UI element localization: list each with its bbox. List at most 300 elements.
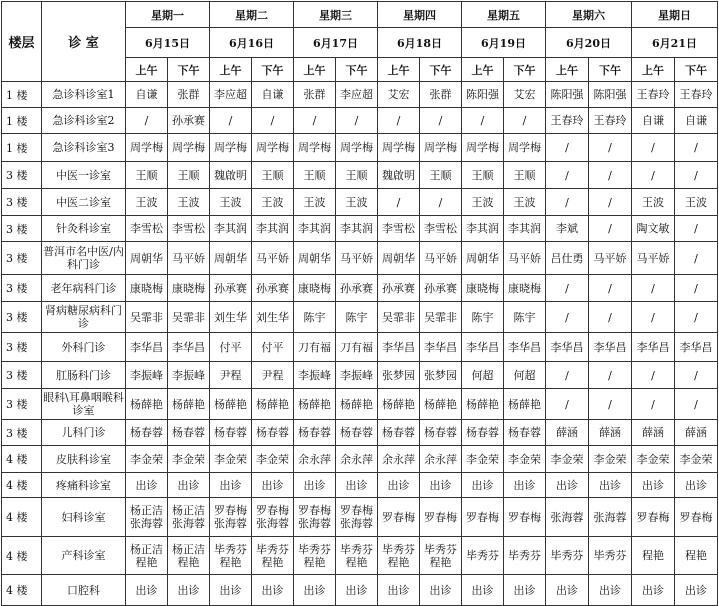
schedule-cell: 杨薛艳 bbox=[462, 389, 504, 420]
schedule-cell: / bbox=[546, 275, 589, 302]
schedule-cell: 吴霏非 bbox=[126, 302, 168, 333]
schedule-cell: 自谦 bbox=[675, 108, 718, 134]
schedule-cell: 王顺 bbox=[420, 162, 462, 189]
schedule-cell: 王波 bbox=[168, 189, 210, 216]
schedule-cell: 尹程 bbox=[252, 362, 294, 389]
schedule-cell: 马平娇 bbox=[168, 242, 210, 275]
schedule-cell: 李振峰 bbox=[294, 362, 336, 389]
schedule-cell: 出诊 bbox=[210, 575, 252, 606]
table-row bbox=[2, 216, 718, 242]
schedule-cell: 毕秀芬 bbox=[589, 537, 632, 575]
schedule-cell: / bbox=[632, 275, 675, 302]
schedule-cell: 出诊 bbox=[252, 575, 294, 606]
schedule-cell: 出诊 bbox=[294, 473, 336, 498]
schedule-cell: 毕秀芬 程艳 bbox=[336, 537, 378, 575]
schedule-cell: 康晓梅 bbox=[168, 275, 210, 302]
schedule-cell: 罗春梅 张海蓉 bbox=[336, 498, 378, 537]
schedule-cell: 陈宇 bbox=[294, 302, 336, 333]
schedule-cell: 孙承赛 bbox=[420, 275, 462, 302]
day-header: 星期五 bbox=[462, 2, 546, 28]
table-row bbox=[2, 333, 718, 362]
schedule-cell: 王春玲 bbox=[675, 82, 718, 108]
header-row-days bbox=[2, 2, 718, 28]
schedule-cell: / bbox=[589, 389, 632, 420]
schedule-cell: / bbox=[504, 108, 546, 134]
schedule-cell: 李华昌 bbox=[126, 333, 168, 362]
schedule-cell: 李雪松 bbox=[378, 216, 420, 242]
schedule-cell: 孙承赛 bbox=[252, 275, 294, 302]
table-row bbox=[2, 575, 718, 606]
schedule-cell: 李应超 bbox=[336, 82, 378, 108]
schedule-cell: 出诊 bbox=[589, 575, 632, 606]
schedule-cell: 周学梅 bbox=[252, 134, 294, 162]
table-row bbox=[2, 302, 718, 333]
schedule-cell: 周学梅 bbox=[462, 134, 504, 162]
schedule-cell: 余永萍 bbox=[336, 446, 378, 473]
schedule-cell: 李其润 bbox=[294, 216, 336, 242]
room-cell: 普洱市名中医/内科门诊 bbox=[42, 242, 126, 275]
schedule-cell: 周学梅 bbox=[420, 134, 462, 162]
schedule-cell: 出诊 bbox=[336, 473, 378, 498]
schedule-cell: 杨春蓉 bbox=[336, 420, 378, 446]
schedule-cell: 马平娇 bbox=[252, 242, 294, 275]
pm-header: 下午 bbox=[336, 58, 378, 82]
table-row bbox=[2, 362, 718, 389]
floor-cell: 3 楼 bbox=[2, 389, 42, 420]
schedule-cell: 周学梅 bbox=[126, 134, 168, 162]
room-cell: 中医二诊室 bbox=[42, 189, 126, 216]
schedule-cell: 刀有福 bbox=[336, 333, 378, 362]
schedule-cell: / bbox=[675, 134, 718, 162]
schedule-cell: 杨春蓉 bbox=[168, 420, 210, 446]
schedule-cell: 李金荣 bbox=[126, 446, 168, 473]
schedule-cell: / bbox=[546, 134, 589, 162]
schedule-cell: 张梦园 bbox=[378, 362, 420, 389]
schedule-cell: 出诊 bbox=[126, 575, 168, 606]
floor-cell: 4 楼 bbox=[2, 446, 42, 473]
am-header: 上午 bbox=[210, 58, 252, 82]
schedule-cell: 杨正洁 程艳 bbox=[126, 537, 168, 575]
pm-header: 下午 bbox=[675, 58, 718, 82]
table-row bbox=[2, 473, 718, 498]
schedule-cell: 李华昌 bbox=[462, 333, 504, 362]
schedule-cell: / bbox=[632, 162, 675, 189]
table-row bbox=[2, 389, 718, 420]
schedule-cell: 毕秀芬 程艳 bbox=[294, 537, 336, 575]
table-row bbox=[2, 537, 718, 575]
room-cell: 产科诊室 bbox=[42, 537, 126, 575]
date-header: 6月19日 bbox=[462, 28, 546, 58]
schedule-cell: 出诊 bbox=[675, 575, 718, 606]
schedule-cell: 李金荣 bbox=[632, 446, 675, 473]
schedule-cell: 周学梅 bbox=[378, 134, 420, 162]
schedule-cell: 自谦 bbox=[632, 108, 675, 134]
am-header: 上午 bbox=[294, 58, 336, 82]
room-cell: 外科门诊 bbox=[42, 333, 126, 362]
floor-cell: 3 楼 bbox=[2, 216, 42, 242]
schedule-cell: 出诊 bbox=[420, 473, 462, 498]
schedule-cell: 出诊 bbox=[252, 473, 294, 498]
schedule-cell: 出诊 bbox=[378, 473, 420, 498]
schedule-cell: 罗春梅 bbox=[675, 498, 718, 537]
schedule-cell: / bbox=[632, 302, 675, 333]
schedule-cell: 王波 bbox=[504, 189, 546, 216]
schedule-cell: 李华昌 bbox=[675, 333, 718, 362]
schedule-cell: 李金荣 bbox=[546, 446, 589, 473]
schedule-cell: 杨薛艳 bbox=[126, 389, 168, 420]
table-row bbox=[2, 134, 718, 162]
schedule-cell: 杨春蓉 bbox=[462, 420, 504, 446]
schedule-cell: 周朝华 bbox=[462, 242, 504, 275]
schedule-cell: 陈宇 bbox=[504, 302, 546, 333]
schedule-cell: 程艳 bbox=[632, 537, 675, 575]
schedule-cell: 张海蓉 bbox=[546, 498, 589, 537]
schedule-cell: 王顺 bbox=[168, 162, 210, 189]
day-header: 星期四 bbox=[378, 2, 462, 28]
schedule-cell: 出诊 bbox=[378, 575, 420, 606]
schedule-cell: 王波 bbox=[294, 189, 336, 216]
schedule-cell: 罗春梅 bbox=[462, 498, 504, 537]
schedule-cell: 王顺 bbox=[504, 162, 546, 189]
schedule-cell: 罗春梅 bbox=[632, 498, 675, 537]
schedule-cell: 王春玲 bbox=[632, 82, 675, 108]
schedule-cell: 杨春蓉 bbox=[504, 420, 546, 446]
schedule-cell: 王顺 bbox=[294, 162, 336, 189]
schedule-cell: 出诊 bbox=[632, 575, 675, 606]
day-header: 星期三 bbox=[294, 2, 378, 28]
schedule-table bbox=[1, 1, 718, 606]
room-header: 诊 室 bbox=[42, 2, 126, 82]
schedule-cell: 何超 bbox=[462, 362, 504, 389]
schedule-cell: 出诊 bbox=[294, 575, 336, 606]
schedule-cell: 张梦园 bbox=[420, 362, 462, 389]
room-cell: 妇科诊室 bbox=[42, 498, 126, 537]
schedule-cell: 付平 bbox=[252, 333, 294, 362]
schedule-cell: 李华昌 bbox=[589, 333, 632, 362]
schedule-cell: 罗春梅 bbox=[504, 498, 546, 537]
schedule-cell: 张海蓉 bbox=[589, 498, 632, 537]
schedule-cell: 马平娇 bbox=[589, 242, 632, 275]
schedule-cell: 出诊 bbox=[589, 473, 632, 498]
schedule-cell: 杨正洁 张海蓉 bbox=[168, 498, 210, 537]
schedule-cell: 刘生华 bbox=[210, 302, 252, 333]
schedule-cell: 艾宏 bbox=[504, 82, 546, 108]
room-cell: 老年病科门诊 bbox=[42, 275, 126, 302]
schedule-cell: 孙承赛 bbox=[336, 275, 378, 302]
schedule-cell: 自谦 bbox=[252, 82, 294, 108]
schedule-cell: 李金荣 bbox=[589, 446, 632, 473]
schedule-cell: 周学梅 bbox=[504, 134, 546, 162]
schedule-cell: 杨春蓉 bbox=[210, 420, 252, 446]
schedule-cell: 周朝华 bbox=[210, 242, 252, 275]
date-header: 6月15日 bbox=[126, 28, 210, 58]
day-header: 星期一 bbox=[126, 2, 210, 28]
schedule-cell: / bbox=[675, 302, 718, 333]
schedule-cell: 王波 bbox=[675, 189, 718, 216]
schedule-cell: 毕秀芬 程艳 bbox=[210, 537, 252, 575]
schedule-cell: / bbox=[675, 162, 718, 189]
schedule-cell: 杨正洁 张海蓉 bbox=[126, 498, 168, 537]
floor-cell: 1 楼 bbox=[2, 134, 42, 162]
schedule-cell: / bbox=[589, 362, 632, 389]
schedule-cell: / bbox=[632, 134, 675, 162]
schedule-cell: 出诊 bbox=[336, 575, 378, 606]
schedule-cell: 吴霏非 bbox=[378, 302, 420, 333]
pm-header: 下午 bbox=[252, 58, 294, 82]
schedule-cell: 出诊 bbox=[675, 473, 718, 498]
table-row bbox=[2, 82, 718, 108]
schedule-cell: 陈宇 bbox=[462, 302, 504, 333]
schedule-cell: / bbox=[589, 302, 632, 333]
schedule-cell: 周学梅 bbox=[336, 134, 378, 162]
schedule-cell: / bbox=[420, 189, 462, 216]
schedule-cell: / bbox=[675, 275, 718, 302]
schedule-cell: 余永萍 bbox=[378, 446, 420, 473]
room-cell: 急诊科诊室2 bbox=[42, 108, 126, 134]
schedule-cell: 毕秀芬 bbox=[462, 537, 504, 575]
schedule-cell: / bbox=[675, 362, 718, 389]
schedule-cell: 杨薛艳 bbox=[210, 389, 252, 420]
schedule-cell: 周朝华 bbox=[126, 242, 168, 275]
schedule-cell: 李华昌 bbox=[168, 333, 210, 362]
schedule-cell: / bbox=[589, 162, 632, 189]
schedule-cell: 王顺 bbox=[462, 162, 504, 189]
schedule-cell: 李其润 bbox=[462, 216, 504, 242]
schedule-cell: / bbox=[675, 389, 718, 420]
schedule-cell: 陈阳强 bbox=[462, 82, 504, 108]
schedule-cell: / bbox=[126, 108, 168, 134]
schedule-cell: 马平娇 bbox=[632, 242, 675, 275]
schedule-cell: 马平娇 bbox=[504, 242, 546, 275]
room-cell: 皮肤科诊室 bbox=[42, 446, 126, 473]
schedule-cell: 周学梅 bbox=[210, 134, 252, 162]
schedule-cell: / bbox=[546, 389, 589, 420]
schedule-cell: 马平娇 bbox=[420, 242, 462, 275]
schedule-cell: 张群 bbox=[294, 82, 336, 108]
day-header: 星期二 bbox=[210, 2, 294, 28]
schedule-cell: 张群 bbox=[420, 82, 462, 108]
floor-cell: 3 楼 bbox=[2, 242, 42, 275]
am-header: 上午 bbox=[632, 58, 675, 82]
am-header: 上午 bbox=[462, 58, 504, 82]
schedule-cell: 杨春蓉 bbox=[126, 420, 168, 446]
schedule-cell: 薛涵 bbox=[675, 420, 718, 446]
day-header: 星期日 bbox=[632, 2, 718, 28]
schedule-cell: / bbox=[546, 302, 589, 333]
table-row bbox=[2, 108, 718, 134]
schedule-cell: 陈宇 bbox=[336, 302, 378, 333]
schedule-cell: 出诊 bbox=[168, 473, 210, 498]
schedule-cell: 刘生华 bbox=[252, 302, 294, 333]
schedule-cell: 李华昌 bbox=[546, 333, 589, 362]
schedule-cell: 杨薛艳 bbox=[420, 389, 462, 420]
schedule-cell: / bbox=[420, 108, 462, 134]
schedule-cell: / bbox=[378, 189, 420, 216]
schedule-cell: 杨薛艳 bbox=[252, 389, 294, 420]
schedule-cell: 杨春蓉 bbox=[378, 420, 420, 446]
floor-cell: 4 楼 bbox=[2, 537, 42, 575]
floor-cell: 3 楼 bbox=[2, 189, 42, 216]
schedule-cell: 出诊 bbox=[420, 575, 462, 606]
schedule-cell: 张群 bbox=[168, 82, 210, 108]
schedule-cell: 周朝华 bbox=[378, 242, 420, 275]
schedule-cell: 毕秀芬 bbox=[546, 537, 589, 575]
schedule-cell: 李振峰 bbox=[336, 362, 378, 389]
schedule-cell: 罗春梅 bbox=[378, 498, 420, 537]
schedule-cell: 尹程 bbox=[210, 362, 252, 389]
schedule-cell: 杨春蓉 bbox=[420, 420, 462, 446]
schedule-cell: 吕仕勇 bbox=[546, 242, 589, 275]
schedule-cell: 杨薛艳 bbox=[294, 389, 336, 420]
schedule-cell: 王顺 bbox=[336, 162, 378, 189]
schedule-cell: 何超 bbox=[504, 362, 546, 389]
schedule-cell: 王波 bbox=[462, 189, 504, 216]
schedule-cell: 毕秀芬 程艳 bbox=[252, 537, 294, 575]
schedule-cell: 陶文敏 bbox=[632, 216, 675, 242]
room-cell: 眼科\耳鼻咽喉科诊室 bbox=[42, 389, 126, 420]
table-row bbox=[2, 189, 718, 216]
schedule-cell: / bbox=[252, 108, 294, 134]
schedule-cell: 余永萍 bbox=[420, 446, 462, 473]
schedule-cell: 毕秀芬 bbox=[504, 537, 546, 575]
schedule-cell: 李斌 bbox=[546, 216, 589, 242]
schedule-cell: 薛涵 bbox=[589, 420, 632, 446]
schedule-cell: 李振峰 bbox=[126, 362, 168, 389]
schedule-cell: 孙承赛 bbox=[210, 275, 252, 302]
schedule-cell: 薛涵 bbox=[632, 420, 675, 446]
schedule-cell: 李金荣 bbox=[210, 446, 252, 473]
schedule-cell: 李应超 bbox=[210, 82, 252, 108]
schedule-cell: 薛涵 bbox=[546, 420, 589, 446]
schedule-cell: 刀有福 bbox=[294, 333, 336, 362]
schedule-cell: / bbox=[675, 216, 718, 242]
schedule-cell: 孙承赛 bbox=[378, 275, 420, 302]
schedule-cell: 毕秀芬 程艳 bbox=[420, 537, 462, 575]
table-row bbox=[2, 242, 718, 275]
schedule-cell: 李雪松 bbox=[126, 216, 168, 242]
schedule-cell: / bbox=[632, 362, 675, 389]
schedule-cell: 杨春蓉 bbox=[294, 420, 336, 446]
schedule-cell: 李其润 bbox=[210, 216, 252, 242]
table-row bbox=[2, 446, 718, 473]
floor-cell: 4 楼 bbox=[2, 498, 42, 537]
schedule-cell: 周学梅 bbox=[168, 134, 210, 162]
schedule-cell: 罗春梅 张海蓉 bbox=[210, 498, 252, 537]
schedule-cell: / bbox=[589, 189, 632, 216]
floor-cell: 1 楼 bbox=[2, 82, 42, 108]
schedule-cell: / bbox=[294, 108, 336, 134]
floor-cell: 3 楼 bbox=[2, 420, 42, 446]
day-header: 星期六 bbox=[546, 2, 632, 28]
room-cell: 儿科门诊 bbox=[42, 420, 126, 446]
schedule-cell: 李其润 bbox=[252, 216, 294, 242]
schedule-cell: 出诊 bbox=[504, 473, 546, 498]
schedule-cell: 杨薛艳 bbox=[336, 389, 378, 420]
pm-header: 下午 bbox=[168, 58, 210, 82]
schedule-cell: 罗春梅 张海蓉 bbox=[252, 498, 294, 537]
schedule-cell: / bbox=[462, 108, 504, 134]
schedule-cell: 余永萍 bbox=[294, 446, 336, 473]
room-cell: 急诊科诊室1 bbox=[42, 82, 126, 108]
schedule-cell: 王春玲 bbox=[546, 108, 589, 134]
room-cell: 中医一诊室 bbox=[42, 162, 126, 189]
date-header: 6月20日 bbox=[546, 28, 632, 58]
schedule-cell: 李华昌 bbox=[420, 333, 462, 362]
schedule-cell: 康晓梅 bbox=[126, 275, 168, 302]
schedule-cell: 李其润 bbox=[336, 216, 378, 242]
table-row bbox=[2, 498, 718, 537]
floor-header: 楼层 bbox=[2, 2, 42, 82]
schedule-cell: 李振峰 bbox=[168, 362, 210, 389]
schedule-cell: 康晓梅 bbox=[294, 275, 336, 302]
schedule-cell: 出诊 bbox=[462, 575, 504, 606]
schedule-cell: 出诊 bbox=[632, 473, 675, 498]
schedule-cell: 康晓梅 bbox=[504, 275, 546, 302]
schedule-cell: 艾宏 bbox=[378, 82, 420, 108]
schedule-cell: / bbox=[336, 108, 378, 134]
date-header: 6月18日 bbox=[378, 28, 462, 58]
schedule-cell: 杨薛艳 bbox=[168, 389, 210, 420]
schedule-cell: 自谦 bbox=[126, 82, 168, 108]
schedule-cell: 李金荣 bbox=[252, 446, 294, 473]
schedule-cell: 出诊 bbox=[504, 575, 546, 606]
schedule-cell: 魏啟明 bbox=[210, 162, 252, 189]
schedule-cell: 罗春梅 张海蓉 bbox=[294, 498, 336, 537]
schedule-cell: 周朝华 bbox=[294, 242, 336, 275]
schedule-cell: 出诊 bbox=[126, 473, 168, 498]
schedule-cell: 魏啟明 bbox=[378, 162, 420, 189]
schedule-cell: 马平娇 bbox=[336, 242, 378, 275]
table-row bbox=[2, 275, 718, 302]
schedule-cell: 王波 bbox=[210, 189, 252, 216]
room-cell: 针灸科诊室 bbox=[42, 216, 126, 242]
schedule-cell: 杨正洁 程艳 bbox=[168, 537, 210, 575]
schedule-cell: 李金荣 bbox=[168, 446, 210, 473]
schedule-body bbox=[2, 82, 718, 606]
schedule-cell: 王波 bbox=[336, 189, 378, 216]
schedule-cell: / bbox=[210, 108, 252, 134]
schedule-cell: 王春玲 bbox=[589, 108, 632, 134]
schedule-cell: 王波 bbox=[632, 189, 675, 216]
room-cell: 口腔科 bbox=[42, 575, 126, 606]
schedule-cell: / bbox=[546, 189, 589, 216]
schedule-cell: 王波 bbox=[252, 189, 294, 216]
table-row bbox=[2, 162, 718, 189]
floor-cell: 4 楼 bbox=[2, 575, 42, 606]
schedule-cell: / bbox=[546, 362, 589, 389]
schedule-cell: 程艳 bbox=[675, 537, 718, 575]
floor-cell: 3 楼 bbox=[2, 162, 42, 189]
schedule-cell: 毕秀芬 程艳 bbox=[378, 537, 420, 575]
schedule-cell: 李华昌 bbox=[632, 333, 675, 362]
schedule-cell: / bbox=[675, 242, 718, 275]
schedule-cell: / bbox=[589, 134, 632, 162]
schedule-cell: / bbox=[632, 389, 675, 420]
schedule-cell: / bbox=[378, 108, 420, 134]
room-cell: 疼痛科诊室 bbox=[42, 473, 126, 498]
schedule-cell: 吴霏非 bbox=[420, 302, 462, 333]
room-cell: 肾病糖尿病科门诊 bbox=[42, 302, 126, 333]
schedule-cell: 李雪松 bbox=[420, 216, 462, 242]
schedule-cell: / bbox=[589, 216, 632, 242]
floor-cell: 3 楼 bbox=[2, 275, 42, 302]
schedule-cell: 杨春蓉 bbox=[252, 420, 294, 446]
schedule-cell: 出诊 bbox=[462, 473, 504, 498]
pm-header: 下午 bbox=[504, 58, 546, 82]
pm-header: 下午 bbox=[589, 58, 632, 82]
schedule-cell: 李金荣 bbox=[462, 446, 504, 473]
floor-cell: 3 楼 bbox=[2, 302, 42, 333]
